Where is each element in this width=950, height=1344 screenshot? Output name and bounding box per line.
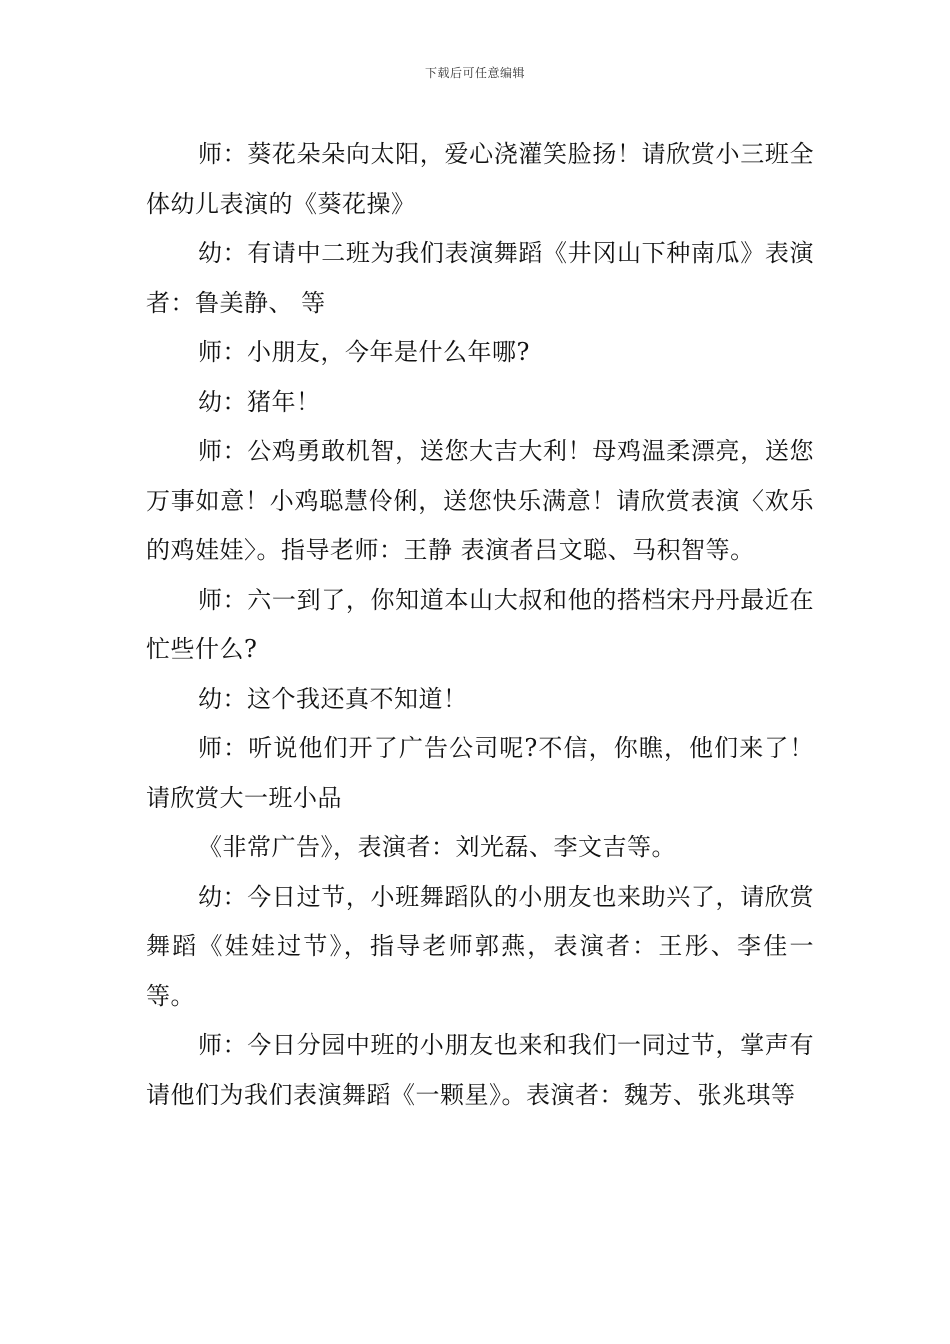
page-header: 下载后可任意编辑 xyxy=(424,66,525,80)
paragraph: 师：听说他们开了广告公司呢?不信，你瞧，他们来了！请欣赏大一班小品 xyxy=(146,734,814,812)
paragraph: 师：葵花朵朵向太阳，爱心浇灌笑脸扬！请欣赏小三班全体幼儿表演的《葵花操》 xyxy=(146,140,814,218)
paragraph: 《非常广告》，表演者：刘光磊、李文吉等。 xyxy=(198,833,676,861)
paragraph: 师：六一到了，你知道本山大叔和他的搭档宋丹丹最近在忙些什么? xyxy=(146,585,814,663)
paragraph: 幼：猪年！ xyxy=(198,387,321,416)
paragraph: 师：小朋友，今年是什么年哪? xyxy=(198,338,530,366)
paragraph: 幼：有请中二班为我们表演舞蹈《井冈山下种南瓜》表演者：鲁美静、 等 xyxy=(146,239,814,317)
paragraph: 师：公鸡勇敢机智，送您大吉大利！母鸡温柔漂亮，送您万事如意！小鸡聪慧伶俐，送您快乐满意！请欣赏表演〈欢乐的鸡娃娃〉。指导老师：王静 表演者吕文聪、马积智等。 xyxy=(146,437,814,564)
paragraph: 师：今日分园中班的小朋友也来和我们一同过节，掌声有请他们为我们表演舞蹈《一颗星》。表演者：魏芳、张兆琪等 xyxy=(146,1031,814,1109)
document-body xyxy=(146,130,814,1120)
paragraph: 幼：这个我还真不知道！ xyxy=(198,684,468,713)
paragraph: 幼：今日过节，小班舞蹈队的小朋友也来助兴了，请欣赏舞蹈《娃娃过节》，指导老师郭燕，表演者：王彤、李佳一等。 xyxy=(146,882,814,1010)
